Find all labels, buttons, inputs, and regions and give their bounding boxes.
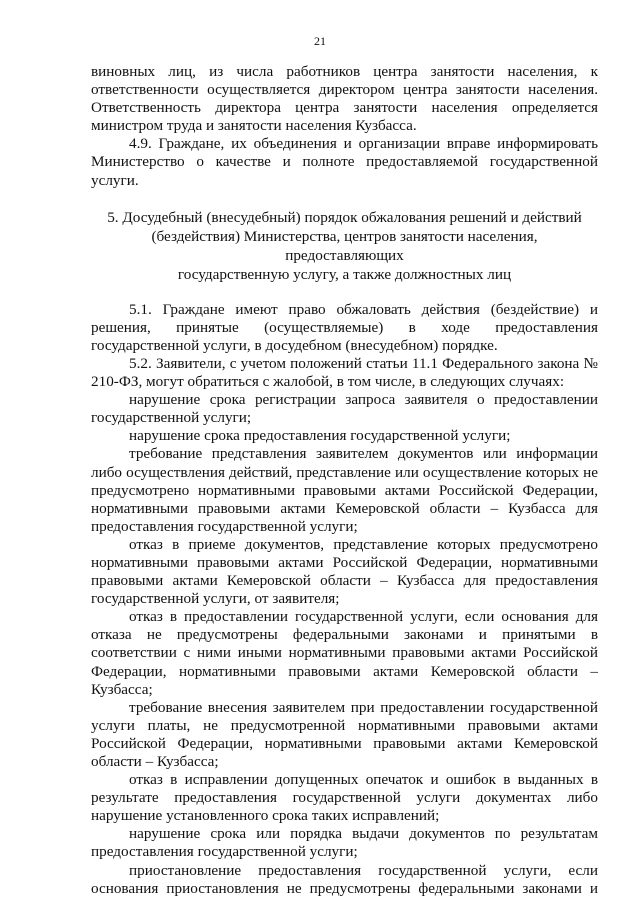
section-heading-line: государственную услугу, а также должностных лиц (177, 265, 512, 283)
list-item: нарушение срока или порядка выдачи документов по результатам предоставления государственной услуги; (91, 825, 598, 861)
list-item: приостановление предоставления государственной услуги, если основания приостановления не предусмотрены федеральными законами и (91, 861, 598, 897)
section-heading-line: 5. Досудебный (внесудебный) порядок обжалования решений и действий (107, 208, 582, 226)
paragraph-continuation: виновных лиц, из числа работников центра занятости населения, к ответственности осуществляется директором центра занятости населения. Ответственность директора центра занятости населения определяется министром труда и занятости населения Кузбасса. (91, 63, 598, 135)
list-item: нарушение срока предоставления государственной услуги; (129, 427, 511, 445)
paragraph-5-2: 5.2. Заявители, с учетом положений статьи 11.1 Федерального закона № 210-ФЗ, могут обратиться с жалобой, в том числе, в следующих случаях: (91, 354, 598, 391)
paragraph-4-9: 4.9. Граждане, их объединения и организации вправе информировать Министерство о качестве и полноте предоставляемой государственной услуги. (91, 135, 598, 189)
list-item: требование внесения заявителем при предоставлении государственной услуги платы, не предусмотренной нормативными правовыми актами Российской Федерации, нормативными правовыми актами Кемеровской области – Кузбасса; (91, 698, 598, 770)
list-item: нарушение срока регистрации запроса заявителя о предоставлении государственной услуги; (91, 391, 598, 427)
list-item: отказ в приеме документов, представление которых предусмотрено нормативными правовыми актами Российской Федерации, нормативными правовыми актами Кемеровской области – Кузбасса для предоставления государственной услуги, от заявителя; (91, 535, 598, 608)
section-heading (91, 208, 598, 284)
list-item: отказ в исправлении допущенных опечаток и ошибок в выданных в результате предоставления государственной услуги документах либо нарушение установленного срока таких исправлений; (91, 771, 598, 825)
list-item: отказ в предоставлении государственной услуги, если основания для отказа не предусмотрены федеральными законами и принятыми в соответствии с ними иными нормативными правовыми актами Российской Федерации, нормативными правовыми актами Кемеровской области – Кузбасса; (91, 608, 598, 698)
paragraph-5-1: 5.1. Граждане имеют право обжаловать действия (бездействие) и решения, принятые (осуществляемые) в ходе предоставления государственной услуги, в досудебном (внесудебном) порядке. (91, 300, 598, 354)
document-body (91, 63, 598, 898)
section-heading-line: (бездействия) Министерства, центров занятости населения, предоставляющих (151, 227, 538, 264)
list-item: требование представления заявителем документов или информации либо осуществления действий, представление или осуществление которых не предусмотрено нормативными правовыми актами Российской Федерации, нормативными правовыми актами Кемеровской области – Кузбасса для предоставления государственной услуги; (91, 445, 598, 535)
page-number: 21 (314, 34, 326, 48)
